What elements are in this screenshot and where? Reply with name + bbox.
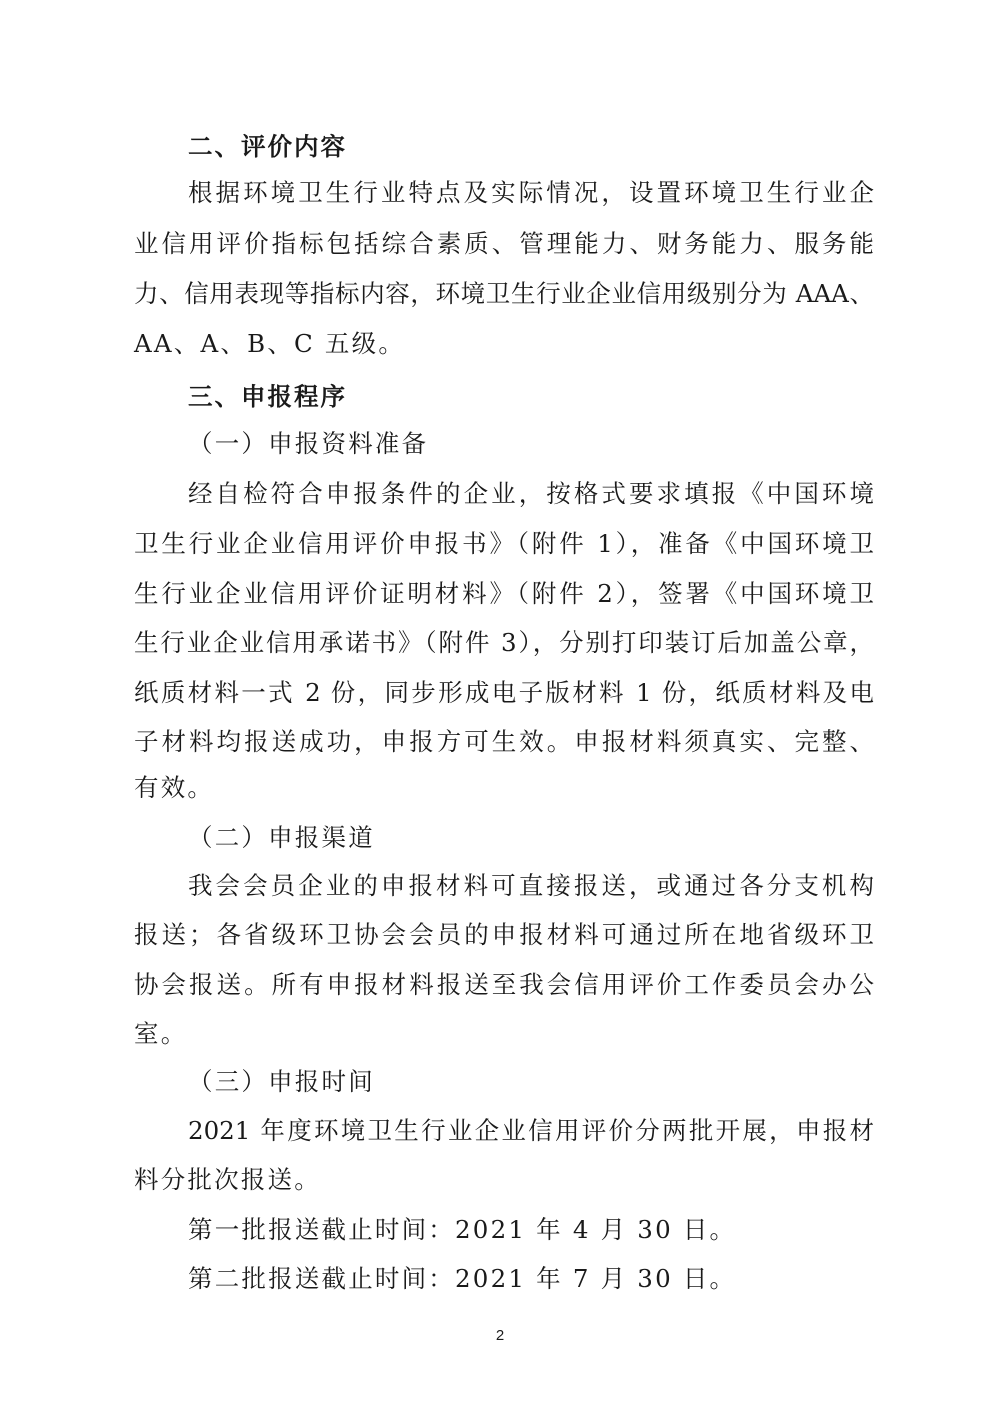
- deadline-second-batch: 第二批报送截止时间：2021 年 7 月 30 日。: [188, 1264, 737, 1293]
- paragraph-line: 有效。: [134, 773, 215, 802]
- deadline-first-batch: 第一批报送截止时间：2021 年 4 月 30 日。: [188, 1215, 737, 1244]
- subsection-heading-submission-time: （三）申报时间: [188, 1067, 375, 1096]
- paragraph-line: 我会会员企业的申报材料可直接报送，或通过各分支机构: [188, 871, 874, 900]
- paragraph-line: 协会报送。所有申报材料报送至我会信用评价工作委员会办公: [134, 970, 874, 999]
- paragraph-line: 卫生行业企业信用评价申报书》（附件 1），准备《中国环境卫: [134, 529, 874, 558]
- paragraph-line: 料分批次报送。: [134, 1165, 321, 1194]
- paragraph-line: 经自检符合申报条件的企业，按格式要求填报《中国环境: [188, 479, 874, 508]
- paragraph-line: 根据环境卫生行业特点及实际情况，设置环境卫生行业企: [188, 178, 874, 207]
- paragraph-line: 纸质材料一式 2 份，同步形成电子版材料 1 份，纸质材料及电: [134, 678, 874, 707]
- paragraph-line: 业信用评价指标包括综合素质、管理能力、财务能力、服务能: [134, 229, 874, 258]
- subsection-heading-submission-channel: （二）申报渠道: [188, 823, 375, 852]
- paragraph-line: AA、A、B、C 五级。: [134, 329, 406, 358]
- paragraph-line: 2021 年度环境卫生行业企业信用评价分两批开展，申报材: [188, 1116, 874, 1145]
- paragraph-line: 报送；各省级环卫协会会员的申报材料可通过所在地省级环卫: [134, 920, 874, 949]
- paragraph-line: 生行业企业信用评价证明材料》（附件 2），签署《中国环境卫: [134, 579, 874, 608]
- section-heading-application-procedure: 三、申报程序: [188, 382, 347, 411]
- section-heading-evaluation-content: 二、评价内容: [188, 132, 347, 161]
- paragraph-line: 室。: [134, 1019, 188, 1048]
- paragraph-line: 子材料均报送成功，申报方可生效。申报材料须真实、完整、: [134, 727, 874, 756]
- paragraph-line: 生行业企业信用承诺书》（附件 3），分别打印装订后加盖公章，: [134, 628, 874, 657]
- paragraph-line: 力、信用表现等指标内容，环境卫生行业企业信用级别分为 AAA、: [134, 279, 874, 308]
- page-number: 2: [495, 1327, 505, 1344]
- subsection-heading-materials-preparation: （一）申报资料准备: [188, 429, 429, 458]
